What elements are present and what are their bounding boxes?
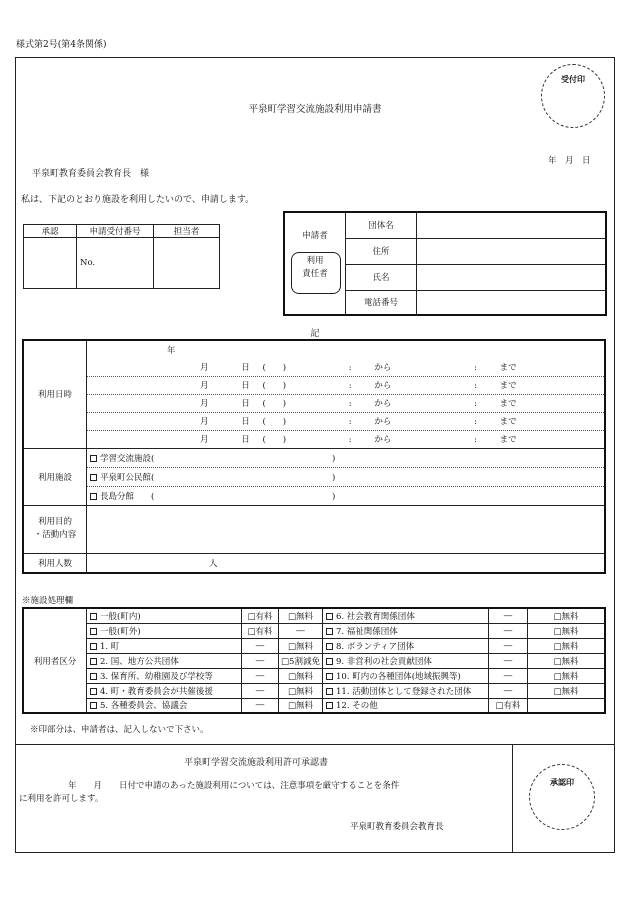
from-label: から [374,399,392,409]
checkbox[interactable] [326,613,333,620]
colon: : [474,381,477,391]
colon: : [348,381,352,391]
left-fee-3a[interactable]: ― [242,638,279,653]
office-approval-cell [24,238,77,289]
field-phone-input[interactable] [417,290,607,315]
headcount-input[interactable]: 人 [87,553,606,573]
field-phone-label: 電話番号 [346,290,417,315]
colon: : [348,417,352,427]
left-fee-1b[interactable]: □無料 [279,608,323,623]
left-category-label: 一般(町外) [100,626,141,637]
day-label: 日 [241,381,250,391]
left-category-1[interactable] [87,608,242,623]
day-label: 日 [241,417,250,427]
left-fee-3b[interactable]: □無料 [279,638,323,653]
left-fee-5a[interactable]: ― [242,668,279,683]
day-label: 日 [241,435,250,445]
facility-option-3[interactable] [87,486,606,505]
facility-option-2-label: 平泉町公民館( [100,472,155,483]
field-group-name-label: 団体名 [346,212,417,238]
right-fee-7a[interactable]: ― [489,623,528,638]
category-label: 利用者区分 [23,608,87,713]
field-name-label: 氏名 [346,264,417,290]
left-fee-5b[interactable]: □無料 [279,668,323,683]
close-paren: ) [332,453,336,464]
from-label: から [374,381,392,391]
approval-title: 平泉町学習交流施設利用許可承認書 [183,758,328,768]
right-fee-6a[interactable]: ― [489,608,528,623]
office-header-approval: 承認 [24,225,77,238]
month-label: 月 [200,417,209,427]
right-fee-12a[interactable]: □有料 [489,698,528,713]
left-fee-6b[interactable]: □無料 [279,683,323,698]
left-category-label: 3. 保育所、幼稚園及び学校等 [100,671,213,682]
weekday-paren: ( ) [262,399,287,409]
facility-option-3-label: 長島分館 ( [100,491,155,502]
office-header-receipt-no: 申請受付番号 [77,225,154,238]
from-label: から [374,435,392,445]
right-fee-8a[interactable]: ― [489,638,528,653]
checkbox[interactable] [90,613,97,620]
month-label: 月 [200,399,209,409]
right-category-label: 7. 福祉関係団体 [336,626,398,637]
facility-option-1-label: 学習交流施設( [100,453,155,464]
usage-date-row-5[interactable] [87,430,606,448]
checkbox[interactable] [90,688,97,695]
colon: : [348,435,352,445]
approval-divider [15,744,615,745]
colon: : [474,417,477,427]
processing-note: ※印部分は、申請者は、記入しないで下さい。 [30,725,209,735]
day-label: 日 [241,362,250,373]
form-title: 平泉町学習交流施設利用申請書 [248,104,382,115]
right-category-7[interactable] [323,623,489,638]
month-label: 月 [200,362,209,373]
weekday-paren: ( ) [262,381,287,391]
left-category-2[interactable] [87,623,242,638]
field-group-name-input[interactable] [417,212,607,238]
right-category-12[interactable] [323,698,489,713]
purpose-label [23,505,87,553]
colon: : [474,362,477,373]
right-fee-10a[interactable]: ― [489,668,528,683]
until-label: まで [499,381,517,391]
right-category-label: 11. 活動団体として登録された団体 [336,686,472,697]
left-fee-7b[interactable]: □無料 [279,698,323,713]
until-label: まで [499,362,517,373]
usage-date-row-1[interactable] [87,358,606,376]
applicant-label: 申請者 [302,231,328,241]
from-label: から [374,417,392,427]
usage-table [22,339,606,574]
right-category-6[interactable] [323,608,489,623]
weekday-paren: ( ) [262,362,287,373]
receipt-stamp-circle [541,64,605,128]
left-fee-4b[interactable]: □5割減免 [279,653,323,668]
facility-label: 利用施設 [23,448,87,505]
left-category-3[interactable] [87,638,242,653]
colon: : [348,362,352,373]
right-fee-9a[interactable]: ― [489,653,528,668]
office-receipt-no-cell: No. [77,238,154,289]
checkbox[interactable] [326,643,333,650]
right-fee-11a[interactable]: ― [489,683,528,698]
until-label: まで [499,417,517,427]
checkbox[interactable] [90,658,97,665]
checkbox[interactable] [90,702,97,709]
purpose-label-1: 利用目的 [37,517,72,527]
intro-text: 私は、下記のとおり施設を利用したいので、申請します。 [21,195,255,205]
checkbox[interactable] [326,688,333,695]
usage-date-row-3[interactable] [87,394,606,412]
office-header-staff: 担当者 [154,225,220,238]
purpose-label-2: ・活動内容 [33,530,77,540]
colon: : [348,399,352,409]
usage-date-row-2[interactable] [87,376,606,394]
from-label: から [374,362,392,373]
checkbox[interactable] [90,643,97,650]
colon: : [474,399,477,409]
right-category-10[interactable] [323,668,489,683]
facility-checkbox-3[interactable] [90,493,97,500]
weekday-paren: ( ) [262,435,287,445]
left-category-label: 1. 町 [100,641,120,652]
left-category-label: 一般(町内) [100,611,141,622]
responsible-bracket [291,252,341,294]
addressee: 平泉町教育委員会教育長 様 [32,169,150,179]
day-label: 日 [241,399,250,409]
right-category-label: 12. その他 [336,701,378,712]
right-fee-8b[interactable]: □無料 [528,638,606,653]
right-category-label: 10. 町内の各種団体(地域振興等) [336,671,461,682]
facility-checkbox-1[interactable] [90,455,97,462]
right-category-label: 9. 非営利の社会貢献団体 [336,656,432,667]
purpose-input[interactable] [87,505,606,553]
usage-date-label: 利用日時 [23,340,87,448]
receipt-stamp-label: 受付印 [561,75,585,84]
usage-year: 年 [87,340,606,358]
right-category-label: 6. 社会教育関係団体 [336,611,415,622]
processing-title: ※施設処理欄 [22,596,74,606]
right-fee-7b[interactable]: □無料 [528,623,606,638]
office-staff-cell [154,238,220,289]
close-paren: ) [332,491,336,502]
checkbox[interactable] [326,628,333,635]
approval-signer: 平泉町教育委員会教育長 [350,822,444,832]
facility-option-1[interactable] [87,448,606,467]
left-category-6[interactable] [87,683,242,698]
colon: : [474,435,477,445]
field-address-label: 住所 [346,238,417,264]
right-category-label: 8. ボランティア団体 [336,641,415,652]
approval-stamp-divider [512,744,513,853]
left-category-7[interactable] [87,698,242,713]
facility-option-2[interactable] [87,467,606,486]
usage-date-row-4[interactable] [87,412,606,430]
weekday-paren: ( ) [262,417,287,427]
processing-table [22,607,606,714]
left-fee-6a[interactable]: ― [242,683,279,698]
checkbox[interactable] [326,702,333,709]
date-line: 年 月 日 [548,156,591,166]
right-category-8[interactable] [323,638,489,653]
form-number: 様式第2号(第4条関係) [16,40,107,50]
left-fee-2a[interactable]: □有料 [242,623,279,638]
left-category-4[interactable] [87,653,242,668]
approval-body-2: に利用を許可します。 [19,794,104,804]
left-fee-1a[interactable]: □有料 [242,608,279,623]
left-category-label: 2. 国、地方公共団体 [100,656,179,667]
left-fee-7a[interactable]: ― [242,698,279,713]
ki-heading: 記 [310,329,320,339]
left-category-label: 5. 各種委員会、協議会 [100,701,188,712]
approval-body-1: 年 月 日付で申請のあった施設利用については、注意事項を厳守することを条件 [68,781,400,791]
checkbox[interactable] [326,658,333,665]
right-fee-6b[interactable]: □無料 [528,608,606,623]
close-paren: ) [332,472,336,483]
right-fee-10b[interactable]: □無料 [528,668,606,683]
responsible-label-1: 利用 [306,256,324,266]
office-use-table [23,224,220,289]
left-fee-2b[interactable]: ― [279,623,323,638]
field-name-input[interactable] [417,264,607,290]
right-category-9[interactable] [323,653,489,668]
facility-checkbox-2[interactable] [90,474,97,481]
right-fee-9b[interactable]: □無料 [528,653,606,668]
approval-stamp-label: 承認印 [550,778,574,787]
right-fee-12b[interactable] [528,698,606,713]
right-category-11[interactable] [323,683,489,698]
responsible-label-2: 責任者 [302,269,328,279]
headcount-label: 利用人数 [23,553,87,573]
month-label: 月 [200,381,209,391]
left-category-5[interactable] [87,668,242,683]
checkbox[interactable] [326,673,333,680]
left-fee-4a[interactable]: ― [242,653,279,668]
right-fee-11b[interactable]: □無料 [528,683,606,698]
month-label: 月 [200,435,209,445]
field-address-input[interactable] [417,238,607,264]
approval-stamp-circle [529,764,595,830]
checkbox[interactable] [90,673,97,680]
checkbox[interactable] [90,628,97,635]
until-label: まで [499,399,517,409]
left-category-label: 4. 町・教育委員会が共催後援 [100,686,213,697]
until-label: まで [499,435,517,445]
